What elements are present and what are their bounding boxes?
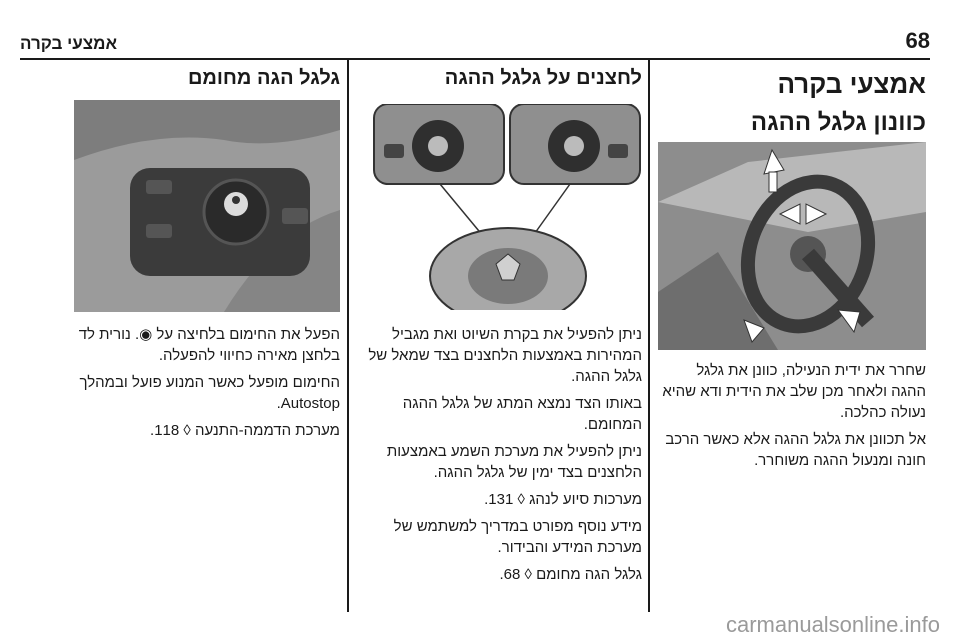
steering-adjust-figure bbox=[658, 142, 926, 350]
paragraph: החימום מופעל כאשר המנוע פועל ובמהלך Autostop. bbox=[79, 374, 340, 412]
steering-buttons-figure bbox=[370, 104, 642, 310]
column-divider bbox=[648, 60, 650, 612]
paragraph: ניתן להפעיל את מערכת השמע באמצעות הלחצנים בצד ימין של גלגל ההגה. bbox=[386, 443, 642, 481]
paragraph: ניתן להפעיל את בקרת השיוט ואת מגביל המהירות באמצעות הלחצנים בצד שמאל של גלגל ההגה. bbox=[368, 326, 642, 385]
section-title: גלגל הגה מחומם bbox=[187, 67, 340, 89]
paragraph: הפעל את החימום בלחיצה על ◉. נורית לד בלחצן מאירה כחיווי להפעלה. bbox=[78, 326, 340, 364]
heated-steering-button-figure bbox=[74, 100, 340, 312]
page-number: 68 bbox=[905, 28, 930, 53]
cross-reference: גלגל הגה מחומם ◊ 68. bbox=[499, 566, 642, 583]
right-column bbox=[658, 60, 926, 612]
section-title: אמצעי בקרה bbox=[777, 69, 926, 99]
column-divider bbox=[347, 60, 349, 612]
left-column-text bbox=[74, 324, 340, 447]
middle-column bbox=[356, 60, 642, 612]
running-title: אמצעי בקרה bbox=[20, 34, 118, 53]
watermark: carmanualsonline.info bbox=[725, 612, 940, 637]
paragraph: אל תכוונן את גלגל ההגה אלא כאשר הרכב חונה ומנעול ההגה משוחרר. bbox=[665, 431, 926, 469]
paragraph: באותו הצד נמצא המתג של גלגל ההגה המחומם. bbox=[402, 395, 642, 433]
paragraph: שחרר את ידית הנעילה, כוונן את גלגל ההגה ולאחר מכן שלב את הידית ודא שהיא נעולה כהלכה. bbox=[662, 362, 926, 421]
middle-column-text bbox=[356, 324, 642, 591]
page-header bbox=[20, 24, 930, 54]
cross-reference: מערכת הדממה-התנעה ◊ 118. bbox=[150, 422, 340, 439]
paragraph: מידע נוסף מפורט במדריך למשתמש של מערכת המידע והבידור. bbox=[393, 518, 642, 556]
left-column bbox=[74, 60, 340, 612]
section-title: לחצנים על גלגל ההגה bbox=[444, 67, 642, 89]
cross-reference: מערכות סיוע לנהג ◊ 131. bbox=[484, 491, 642, 508]
right-column-text bbox=[658, 360, 926, 477]
subsection-title: כוונון גלגל ההגה bbox=[750, 109, 926, 136]
